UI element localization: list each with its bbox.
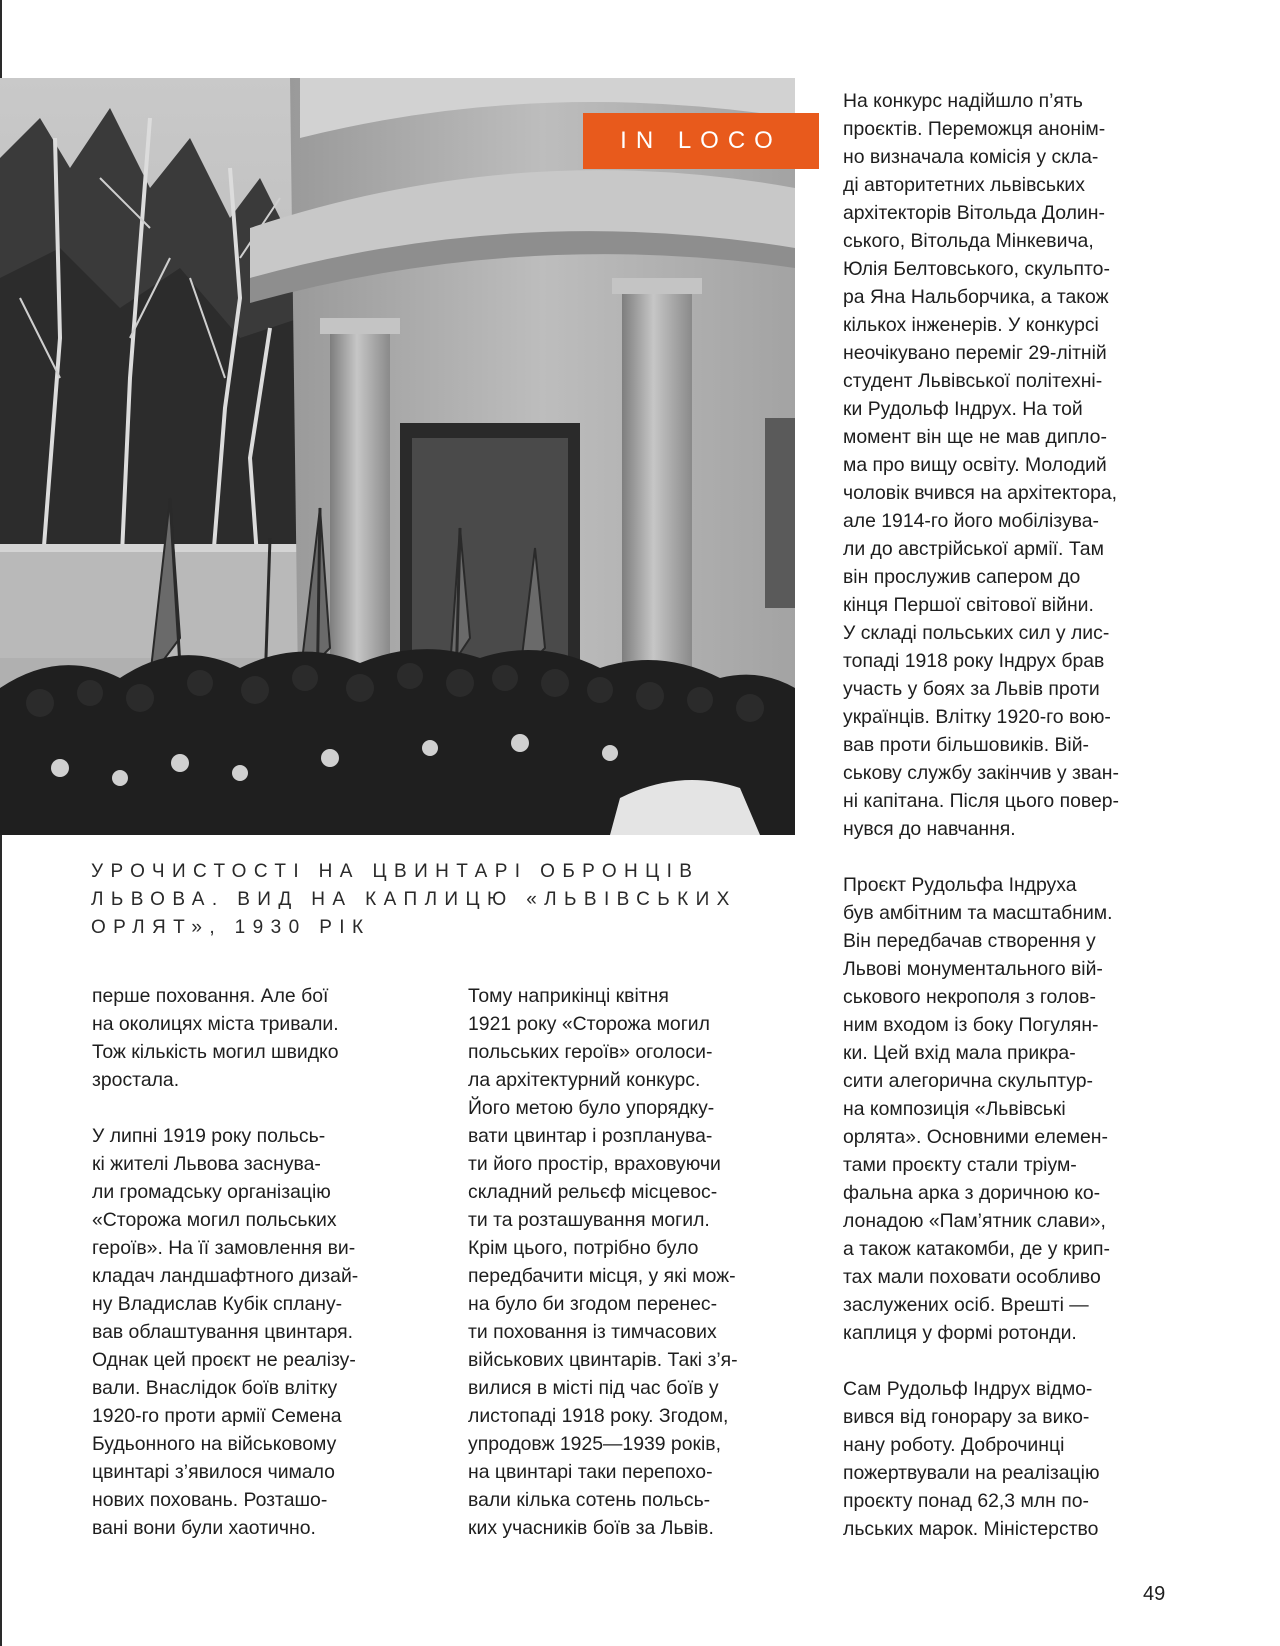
body-text-line: Тому наприкінці квітня [468, 985, 669, 1007]
body-text-line: проєкту понад 62,3 млн по- [843, 1490, 1089, 1512]
body-text-line: він прослужив сапером до [843, 566, 1081, 588]
text-column-1 [92, 982, 412, 1542]
body-text-line: кі жителі Львова заснува- [92, 1153, 321, 1175]
body-text-line: листопаді 1918 року. Згодом, [468, 1405, 729, 1427]
body-text-line: на композиція «Львівські [843, 1098, 1066, 1120]
body-text-line: вані вони були хаотично. [92, 1517, 316, 1539]
body-text-line: ну Владислав Кубік сплану- [92, 1293, 343, 1315]
section-badge: IN LOCO [583, 113, 819, 169]
body-text-line: чоловік вчився на архітектора, [843, 482, 1118, 504]
body-text-line: Львові монументального вій- [843, 958, 1103, 980]
body-text-line: вився від гонорару за вико- [843, 1406, 1090, 1428]
body-text-line: Юлія Белтовського, скульпто- [843, 258, 1110, 280]
body-text-line: на було би згодом перенес- [468, 1293, 718, 1315]
body-text-line: польських героїв» оголоси- [468, 1041, 713, 1063]
body-text-line: героїв». На її замовлення ви- [92, 1237, 356, 1259]
body-text-line: Він передбачав створення у [843, 930, 1096, 952]
body-text-line: заслужених осіб. Врешті — [843, 1294, 1089, 1316]
body-text-line: «Сторожа могил польських [92, 1209, 337, 1231]
body-text-line: ді авторитетних львівських [843, 174, 1085, 196]
body-text-line: неочікувано переміг 29-літній [843, 342, 1107, 364]
body-text-line: передбачити місця, у які мож- [468, 1265, 736, 1287]
caption-line: УРОЧИСТОСТІ НА ЦВИНТАРІ ОБРОНЦІВ [91, 861, 700, 882]
body-text-line: лонадою «Пам’ятник слави», [843, 1210, 1106, 1232]
body-text-line: кінця Першої світової війни. [843, 594, 1094, 616]
text-column-3 [843, 87, 1163, 1543]
body-text-line: нових поховань. Розташо- [92, 1489, 328, 1511]
body-text-line: студент Львівської політехні- [843, 370, 1103, 392]
body-text-line: ського, Вітольда Мінкевича, [843, 230, 1094, 252]
body-text-line: на цвинтарі таки перепохо- [468, 1461, 713, 1483]
body-text-line: ра Яна Нальборчика, а також [843, 286, 1109, 308]
body-text-line: нувся до навчання. [843, 818, 1016, 840]
body-text-line: але 1914-го його мобілізува- [843, 510, 1099, 532]
body-text-line: ла архітектурний конкурс. [468, 1069, 701, 1091]
body-text-line: льських марок. Міністерство [843, 1518, 1099, 1540]
page-number: 49 [1143, 1583, 1166, 1605]
body-text-line: нану роботу. Доброчинці [843, 1434, 1065, 1456]
paragraph-gap [843, 1347, 1163, 1375]
body-text-line: каплиця у формі ротонди. [843, 1322, 1077, 1344]
body-text-line: вали. Внаслідок боїв влітку [92, 1377, 338, 1399]
body-text-line: проєктів. Переможця анонім- [843, 118, 1106, 140]
text-column-2 [468, 982, 788, 1542]
body-text-line: пожертвували на реалізацію [843, 1462, 1100, 1484]
body-text-line: вав проти більшовиків. Вій- [843, 734, 1089, 756]
body-text-line: ськового некрополя з голов- [843, 986, 1096, 1008]
body-text-line: момент він ще не мав дипло- [843, 426, 1107, 448]
body-text-line: ні капітана. Після цього повер- [843, 790, 1119, 812]
body-text-line: ки. Цей вхід мала прикра- [843, 1042, 1076, 1064]
body-text-line: ли громадську організацію [92, 1181, 331, 1203]
body-text-line: українців. Влітку 1920-го вою- [843, 706, 1111, 728]
body-text-line: На конкурс надійшло п’ять [843, 90, 1083, 112]
body-text-line: ним входом із боку Погулян- [843, 1014, 1099, 1036]
body-text-line: військових цвинтарів. Такі з’я- [468, 1349, 738, 1371]
body-text-line: упродовж 1925—1939 років, [468, 1433, 721, 1455]
body-text-line: У липні 1919 року польсь- [92, 1125, 326, 1147]
body-text-line: Крім цього, потрібно було [468, 1237, 699, 1259]
body-text-line: ли до австрійської армії. Там [843, 538, 1104, 560]
caption-line: ЛЬВОВА. ВИД НА КАПЛИЦЮ «ЛЬВІВСЬКИХ [91, 889, 737, 910]
body-text-line: Проєкт Рудольфа Індруха [843, 874, 1077, 896]
body-text-line: Сам Рудольф Індрух відмо- [843, 1378, 1093, 1400]
body-text-line: тах мали поховати особливо [843, 1266, 1101, 1288]
body-text-line: тами проєкту стали тріум- [843, 1154, 1077, 1176]
body-text-line: Його метою було упорядку- [468, 1097, 715, 1119]
body-text-line: орлята». Основними елемен- [843, 1126, 1108, 1148]
body-text-line: ма про вищу освіту. Молодий [843, 454, 1107, 476]
body-text-line: а також катакомби, де у крип- [843, 1238, 1110, 1260]
body-text-line: на околицях міста тривали. [92, 1013, 339, 1035]
body-text-line: Будьонного на військовому [92, 1433, 337, 1455]
photo-caption [91, 858, 737, 942]
body-text-line: ких учасників боїв за Львів. [468, 1517, 714, 1539]
body-text-line: Тож кількість могил швидко [92, 1041, 339, 1063]
body-text-line: ки Рудольф Індрух. На той [843, 398, 1083, 420]
body-text-line: ськову службу закінчив у зван- [843, 762, 1119, 784]
body-text-line: складний рельєф місцевос- [468, 1181, 718, 1203]
archival-photo [0, 78, 795, 835]
body-text-line: вилися в місті під час боїв у [468, 1377, 719, 1399]
body-text-line: Однак цей проєкт не реалізу- [92, 1349, 356, 1371]
body-text-line: зростала. [92, 1069, 180, 1091]
body-text-line: ти поховання із тимчасових [468, 1321, 717, 1343]
body-text-line: 1920-го проти армії Семена [92, 1405, 342, 1427]
body-text-line: кількох інженерів. У конкурсі [843, 314, 1099, 336]
archival-photo-drawing [0, 78, 795, 835]
body-text-line: сити алегорична скульптур- [843, 1070, 1093, 1092]
caption-line: ОРЛЯТ», 1930 РІК [91, 917, 371, 938]
body-text-line: участь у боях за Львів проти [843, 678, 1100, 700]
body-text-line: кладач ландшафтного дизай- [92, 1265, 359, 1287]
body-text-line: цвинтарі з’явилося чимало [92, 1461, 335, 1483]
body-text-line: вати цвинтар і розпланува- [468, 1125, 713, 1147]
body-text-line: но визначала комісія у скла- [843, 146, 1099, 168]
body-text-line: перше поховання. Але бої [92, 985, 329, 1007]
body-text-line: був амбітним та масштабним. [843, 902, 1113, 924]
body-text-line: 1921 року «Сторожа могил [468, 1013, 710, 1035]
body-text-line: фальна арка з доричною ко- [843, 1182, 1101, 1204]
body-text-line: топаді 1918 року Індрух брав [843, 650, 1105, 672]
paragraph-gap [843, 843, 1163, 871]
body-text-line: архітекторів Вітольда Долин- [843, 202, 1105, 224]
body-text-line: ти його простір, враховуючи [468, 1153, 721, 1175]
body-text-line: ти та розташування могил. [468, 1209, 710, 1231]
paragraph-gap [92, 1094, 412, 1122]
body-text-line: У складі польських сил у лис- [843, 622, 1110, 644]
body-text-line: вав облаштування цвинтаря. [92, 1321, 354, 1343]
body-text-line: вали кілька сотень польсь- [468, 1489, 711, 1511]
